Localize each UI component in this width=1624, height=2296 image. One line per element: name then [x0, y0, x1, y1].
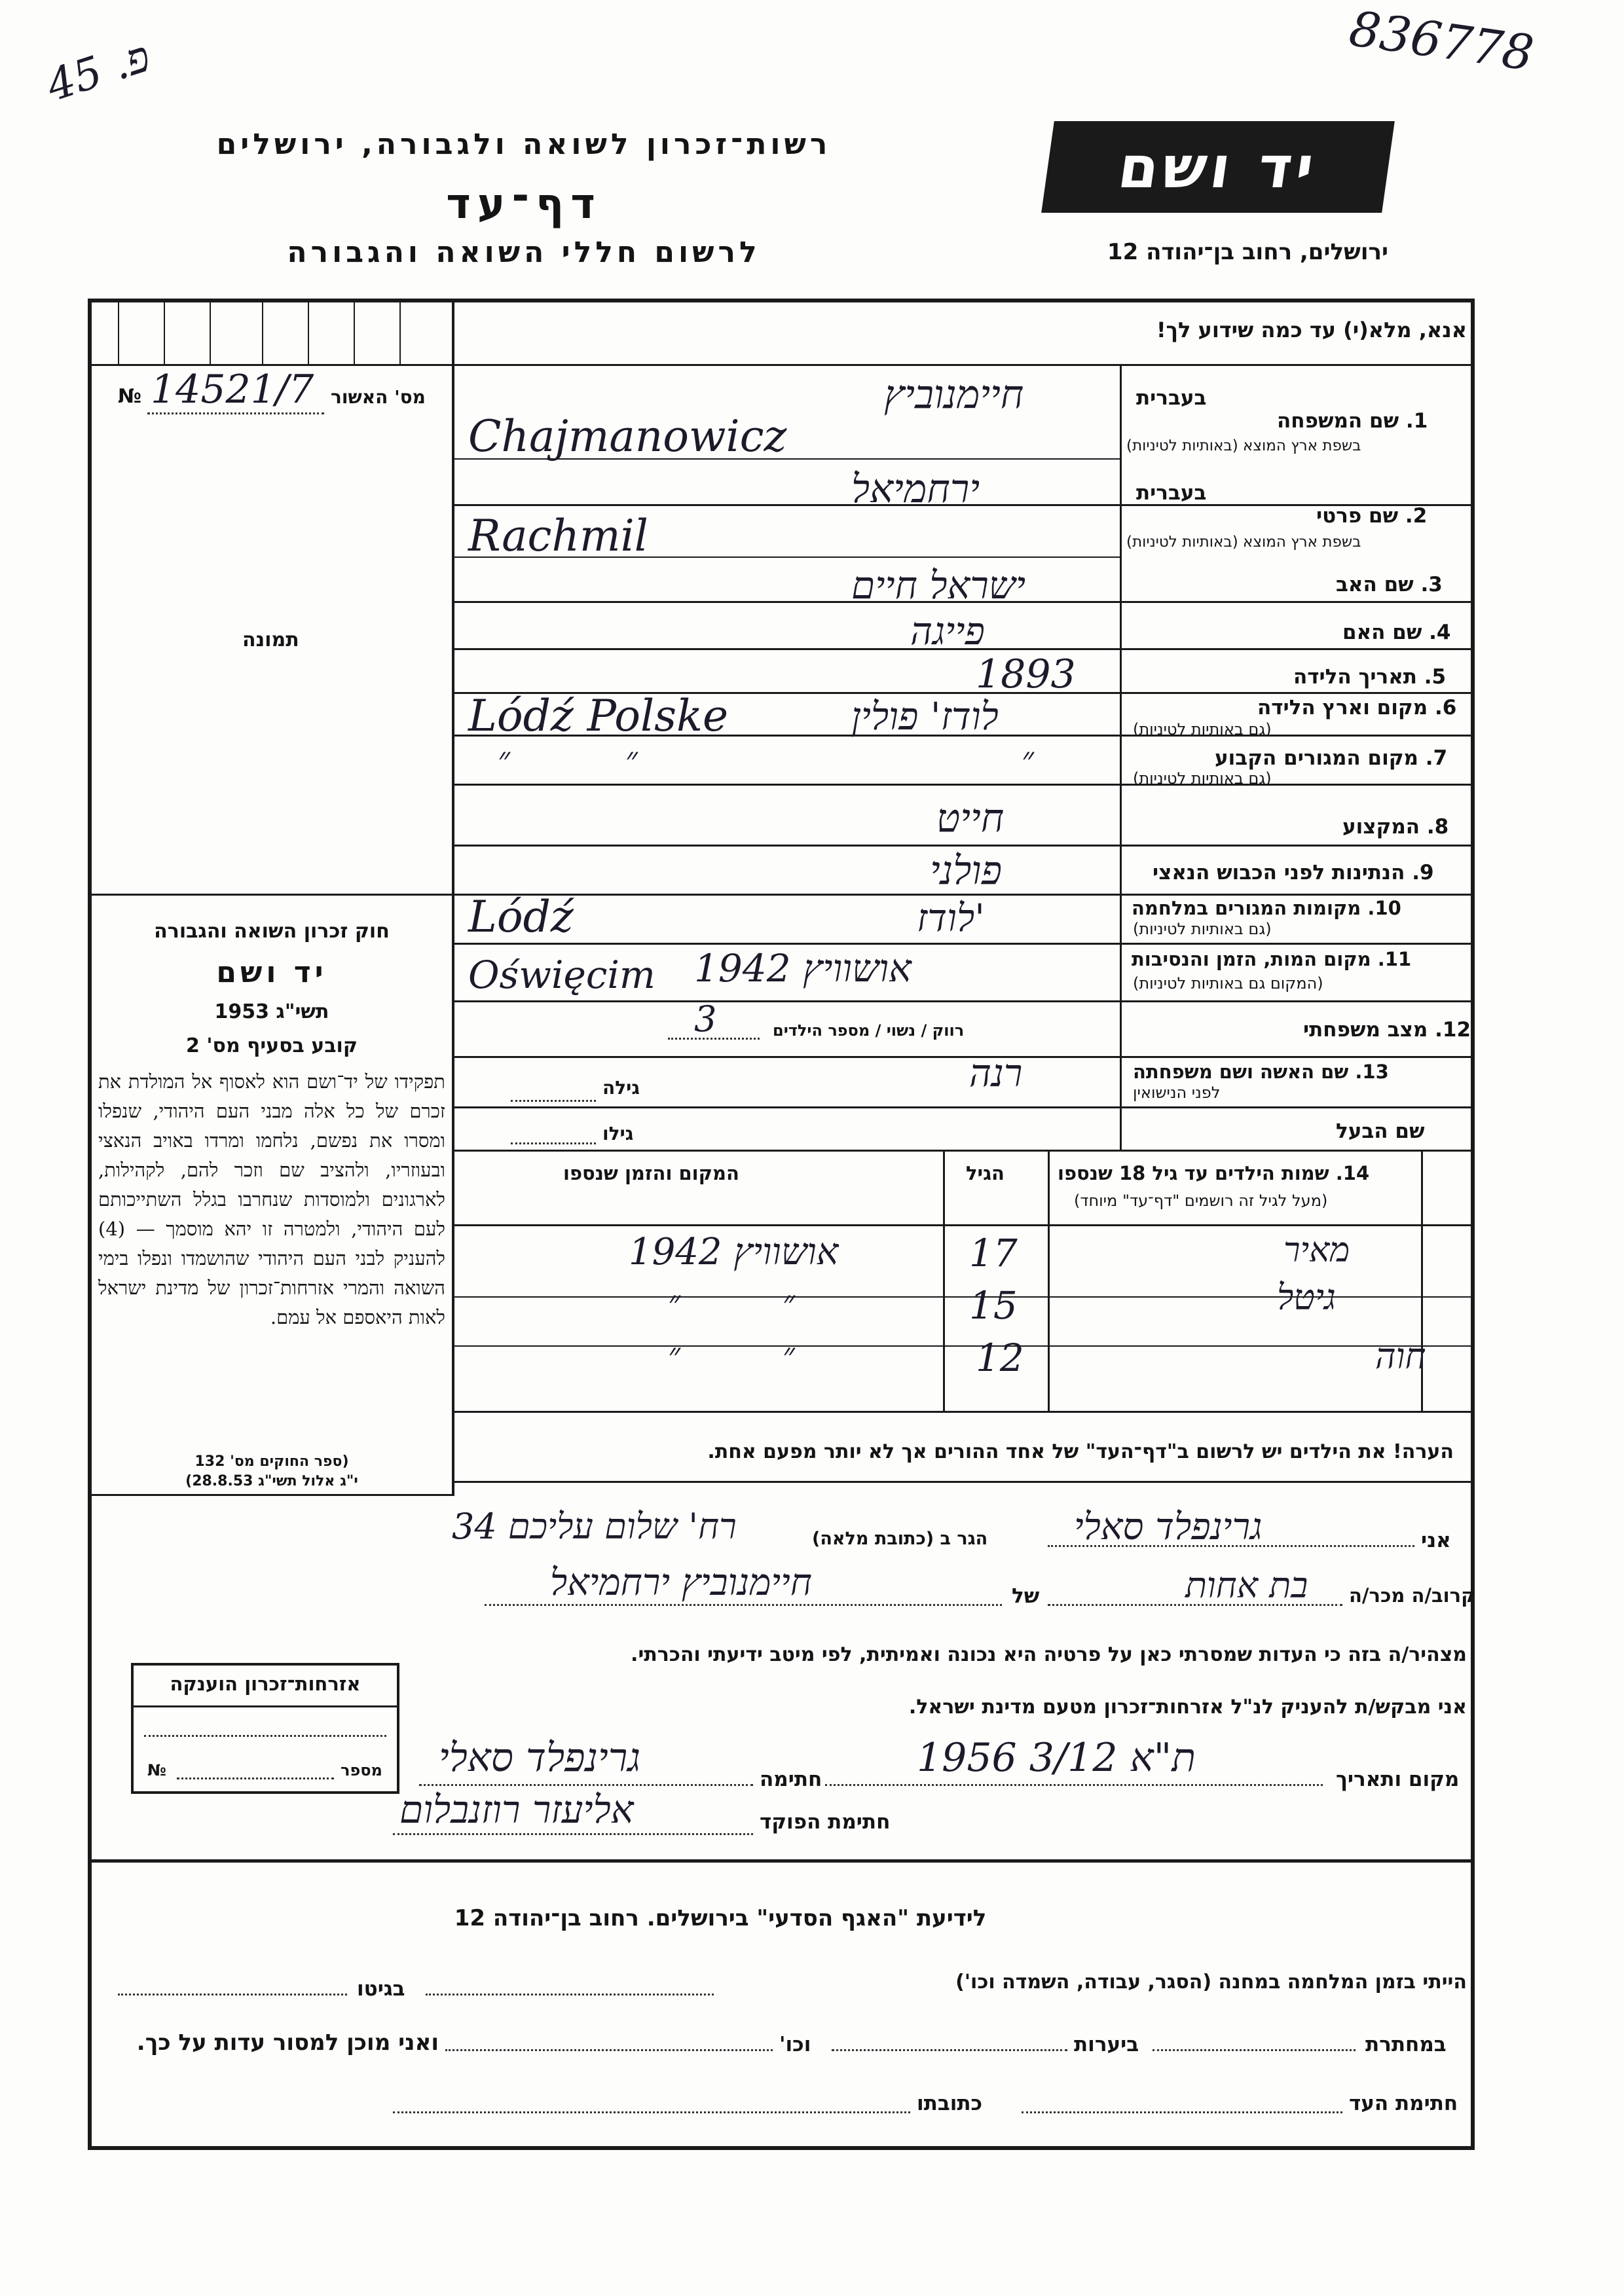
- declaration-request: אני מבקש/ת להעניק לנ"ל אזרחות־זכרון מטעם מדינת ישראל.: [908, 1696, 1467, 1719]
- marital-options: רווק / נשוי / מספר הילדים: [773, 1021, 965, 1040]
- registration-number: 14521/7: [151, 367, 314, 412]
- form-title: דף־עד: [446, 180, 602, 228]
- wartime-residence-latin: Lódź: [468, 892, 574, 942]
- children-col-age: הגיל: [966, 1162, 1005, 1184]
- witness-address-label: כתובתו: [917, 2092, 983, 2115]
- witness-ready: ואני מוכן למסור עדות על כך.: [136, 2030, 439, 2056]
- children-table-number: 14.: [1335, 1162, 1370, 1184]
- citizenship-number: 9.: [1412, 861, 1434, 884]
- declaration-lives-in: הגר ב (כתובת מלאה): [812, 1529, 988, 1549]
- child-age-2: 15: [969, 1283, 1018, 1328]
- citizenship-label-text: הנתינות לפני הכבוש הנאצי: [1153, 861, 1405, 884]
- witness-line1: הייתי בזמן המלחמה במחנה (הסגר, עבודה, השמדה וכו'): [955, 1971, 1467, 1994]
- children-heading: [1058, 1162, 1369, 1184]
- residence-label: [1215, 746, 1447, 770]
- wartime-residence-hebrew: לודז': [917, 896, 986, 940]
- citizenship-box-number-label: מספר: [341, 1761, 382, 1779]
- witness-ghetto: בגיטו: [357, 1977, 405, 2001]
- wife-age-label: גילה: [602, 1077, 640, 1099]
- authority-name: רשות־זכרון לשואה ולגבורה, ירושלים: [216, 128, 832, 161]
- witness-forests: ביערות: [1074, 2033, 1139, 2056]
- registration-prefix: №: [118, 385, 142, 408]
- child-place-3: ״ ״: [668, 1336, 795, 1374]
- declarant-address: רח' שלום עליכם 34: [452, 1506, 737, 1547]
- citizenship-value: פולני: [930, 848, 1003, 894]
- birthdate-value: 1893: [976, 651, 1076, 697]
- father-number: 3.: [1420, 573, 1443, 596]
- witness-signature-label: חתימת העד: [1349, 2092, 1458, 2115]
- surname-number: 1.: [1405, 409, 1428, 433]
- residence-number: 7.: [1425, 746, 1448, 770]
- declarant-relation: בת אחות: [1185, 1565, 1308, 1606]
- marital-label: [1303, 1018, 1471, 1042]
- birthplace-sub: (גם באותיות לטיניות): [1133, 720, 1272, 738]
- law-clause: קובע בסעיף מס' 2: [186, 1034, 358, 1057]
- registration-label: מס' האשור: [331, 386, 426, 408]
- father-label: [1336, 573, 1443, 596]
- wife-name: רנה: [969, 1051, 1023, 1095]
- place-date-label: מקום ותאריך: [1336, 1768, 1460, 1791]
- intro-text: אנא, מלא(י) עד כמה שידוע לך!: [1156, 318, 1467, 342]
- declaration-ani: אני: [1421, 1529, 1451, 1552]
- residence-label-text: מקום המגורים הקבוע: [1215, 746, 1418, 770]
- law-year: תשי"ג 1953: [214, 1000, 329, 1023]
- mother-label-text: שם האם: [1342, 621, 1422, 644]
- residence-ditto: ״: [1022, 740, 1034, 778]
- photo-label: תמונה: [242, 629, 299, 651]
- law-text: תפקידו של יד־ושם הוא לאסוף אל המולדת את זכרם של כל אלה מבני העם היהודי, שנפלו ומסרו את נפשם, נלחמו ומרדו באויב הנאצי ובעוזריו, ולהציב שם וזכר להם, לקהילות, לארגונים ולמוסדות שנחרבו בגלל השתייכותם לעם היהודי, ולמטרה זו יהא מוסמך — (4) להעניק לבני העם היהודי שהושמדו ונפלו בימי השואה והמרי אזרחות־זכרון של מדינת ישראל לאות היאספם אל עמם.: [98, 1070, 445, 1328]
- signature-value: גרינפלד סאלי: [439, 1735, 640, 1781]
- child-age-3: 12: [976, 1336, 1024, 1380]
- header-address: ירושלים, רחוב בן־יהודה 12: [1107, 239, 1388, 265]
- wartime-residence-label: [1132, 897, 1401, 919]
- father-label-text: שם האב: [1336, 573, 1414, 596]
- declaration-subject: חיימנוביץ ירחמיאל: [550, 1561, 812, 1604]
- lang-hebrew-2: בעברית: [1136, 481, 1207, 505]
- birthdate-number: 5.: [1424, 665, 1447, 689]
- citizenship-box-prefix: №: [147, 1761, 166, 1779]
- firstname-label: [1316, 504, 1427, 528]
- wartime-residence-label-text: מקומות המגורים במלחמה: [1132, 897, 1361, 919]
- occupation-label: [1342, 815, 1449, 839]
- birthplace-number: 6.: [1434, 696, 1457, 720]
- child-name-1: מאיר: [1283, 1231, 1350, 1270]
- child-place-2: ״ ״: [668, 1283, 795, 1321]
- birthplace-latin: Lódź Polske: [468, 691, 729, 741]
- surname-sub: בשפת ארץ המוצא (באותיות לטיניות): [1126, 437, 1361, 454]
- birthdate-label: [1293, 665, 1446, 689]
- logo-text: יד ושם: [1114, 133, 1322, 201]
- form-subtitle: לרשום חללי השואה והגבורה: [287, 236, 761, 269]
- declarant-name: גרינפלד סאלי: [1074, 1506, 1263, 1548]
- birthplace-label: [1257, 696, 1456, 720]
- death-latin: Oświęcim: [468, 953, 655, 997]
- witness-title: לידיעת "האגף הסדעי" בירושלים. רחוב בן־יהודה 12: [454, 1905, 987, 1931]
- birthplace-label-text: מקום וארץ הלידה: [1257, 696, 1428, 720]
- death-number: 11.: [1377, 948, 1412, 970]
- death-sub: (המקום גם באותיות לטיניות): [1133, 974, 1323, 993]
- occupation-number: 8.: [1426, 815, 1449, 839]
- wife-label: [1133, 1061, 1389, 1083]
- firstname-hebrew: ירחמיאל: [851, 466, 980, 512]
- law-name: יד ושם: [216, 956, 327, 989]
- children-col-place: המקום והזמן שנספו: [563, 1162, 739, 1184]
- wartime-residence-number: 10.: [1367, 897, 1401, 919]
- officer-signature-value: אליעזר רוזנבלום: [399, 1787, 634, 1832]
- children-heading-text: שמות הילדים עד גיל 18 שנספו: [1058, 1162, 1329, 1184]
- declaration-of: של: [1012, 1584, 1040, 1608]
- residence-value: ״ ״: [498, 740, 638, 778]
- signature-label: חתימה: [760, 1768, 822, 1791]
- birthdate-label-text: תאריך הלידה: [1293, 665, 1417, 689]
- child-name-3: חוה: [1375, 1336, 1426, 1377]
- mother-number: 4.: [1429, 621, 1451, 644]
- officer-signature-label: חתימת הפוקד: [760, 1810, 891, 1834]
- lang-hebrew-1: בעברית: [1136, 386, 1207, 410]
- witness-hiding: במחתרת: [1365, 2033, 1447, 2056]
- firstname-label-text: שם פרטי: [1316, 504, 1399, 528]
- law-title: חוק זכרון השואה והגבורה: [154, 920, 390, 943]
- children-note: הערה! את הילדים יש לרשום ב"דף־העד" של אחד ההורים אך לא יותר מפעם אחת.: [707, 1440, 1454, 1463]
- mother-name: פייגה: [910, 609, 985, 653]
- wartime-residence-sub: (גם באותיות לטיניות): [1133, 920, 1272, 938]
- wife-number: 13.: [1355, 1061, 1389, 1083]
- surname-label: [1277, 409, 1428, 433]
- firstname-sub: בשפת ארץ המוצא (באותיות לטיניות): [1126, 534, 1361, 551]
- page-annotation: 45 .פ: [40, 31, 157, 111]
- death-label-text: מקום המות, הזמן והנסיבות: [1132, 948, 1371, 970]
- declaration-relative: קרוב/ה מכר/ה: [1349, 1584, 1475, 1607]
- marital-label-text: מצב משפחתי: [1303, 1018, 1428, 1042]
- archive-number: 836778: [1346, 0, 1538, 82]
- child-age-1: 17: [969, 1231, 1018, 1275]
- children-count: 3: [694, 998, 717, 1040]
- occupation-label-text: המקצוע: [1342, 815, 1420, 839]
- marital-number: 12.: [1435, 1018, 1471, 1042]
- birthplace-hebrew: לודז' פולין: [851, 694, 999, 738]
- child-name-2: גיטל: [1277, 1277, 1336, 1318]
- husband-age-label: גילו: [602, 1123, 634, 1144]
- husband-label: שם הבעל: [1336, 1120, 1425, 1143]
- firstname-number: 2.: [1405, 504, 1428, 528]
- firstname-latin: Rachmil: [468, 511, 648, 561]
- child-place-1: אושוויץ 1942: [629, 1231, 839, 1273]
- residence-sub: (גם באותיות לטיניות): [1133, 769, 1272, 788]
- citizenship-box-title: אזרחות־זכרון הוענקה: [170, 1673, 361, 1695]
- death-hebrew: אושוויץ 1942: [694, 946, 912, 991]
- mother-label: [1342, 621, 1451, 644]
- place-date-value: ת"א 3/12 1956: [917, 1735, 1196, 1781]
- law-footer-2: י"ג אלול תשי"ג 28.8.53): [185, 1473, 358, 1489]
- children-heading-sub: (מעל לגיל זה רושמים "דף־עד" מיוחד): [1074, 1192, 1328, 1210]
- wife-sub: לפני הנישואין: [1133, 1084, 1221, 1102]
- surname-latin: Chajmanowicz: [468, 411, 787, 462]
- death-label: [1132, 948, 1411, 970]
- logo: [1041, 121, 1395, 213]
- surname-hebrew: חיימנוביץ: [884, 372, 1024, 418]
- witness-etc: וכו': [779, 2033, 811, 2056]
- citizenship-label: [1153, 861, 1434, 884]
- wife-label-text: שם האשה ושם משפחתה: [1133, 1061, 1349, 1083]
- declaration-statement: מצהיר/ה בזה כי העדות שמסרתי כאן על פרטיה היא נכונה ואמיתית, לפי מיטב ידיעתי והכרתי.: [631, 1643, 1467, 1666]
- occupation-value: חייט: [936, 795, 1005, 841]
- father-name: ישראל חיים: [851, 563, 1026, 608]
- surname-label-text: שם המשפחה: [1277, 409, 1399, 433]
- law-footer-1: (ספר החוקים מס' 132: [194, 1453, 349, 1470]
